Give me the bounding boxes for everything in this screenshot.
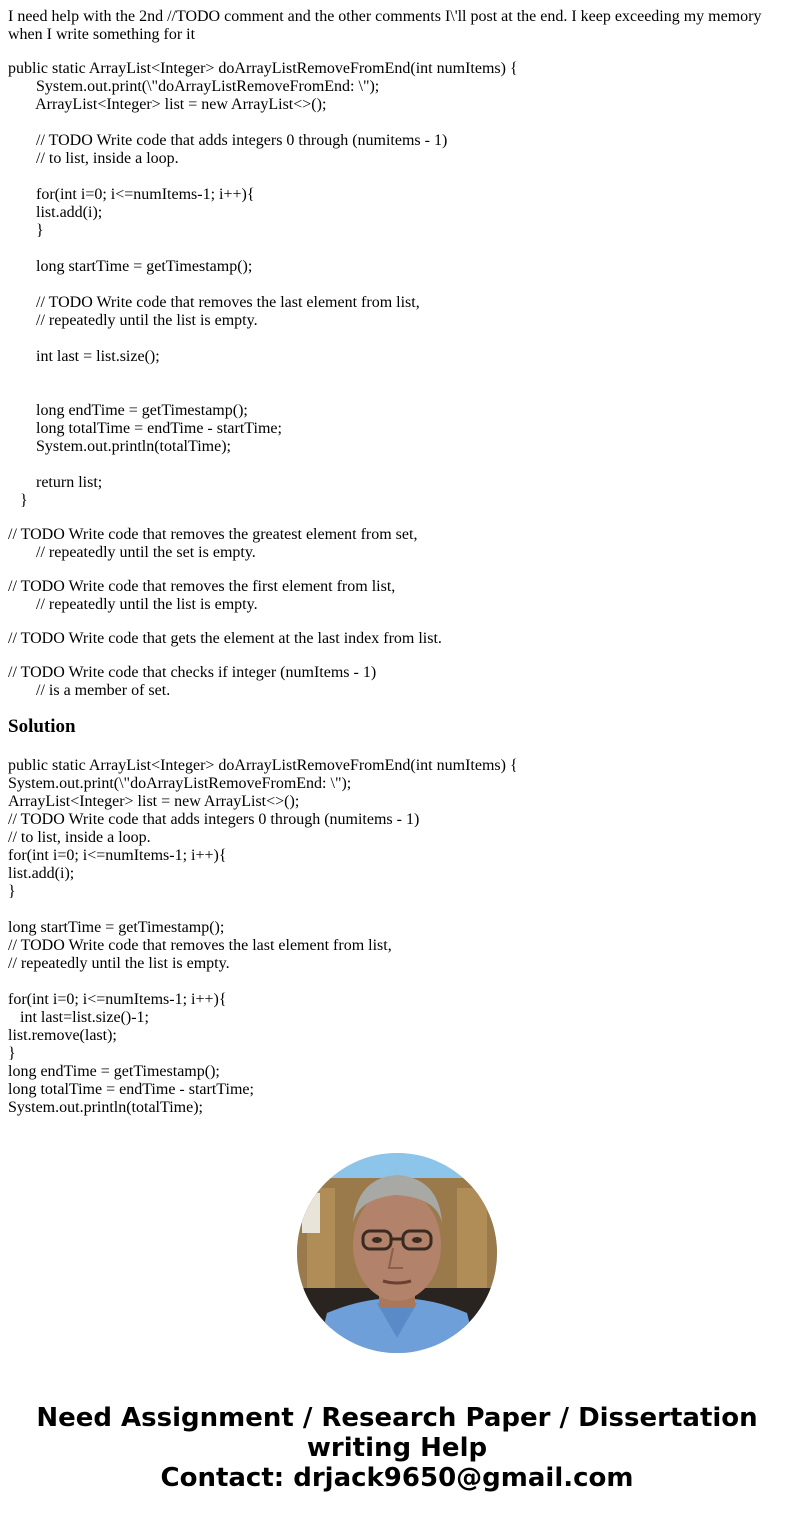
- question-code-line: public static ArrayList<Integer> doArrayListRemoveFromEnd(int numItems) {: [8, 60, 518, 77]
- solution-code-line: // TODO Write code that adds integers 0 through (numitems - 1): [8, 811, 420, 828]
- promo-line-2: writing Help: [306, 1433, 488, 1463]
- solution-code-line: list.remove(last);: [8, 1027, 117, 1044]
- solution-code-line: for(int i=0; i<=numItems-1; i++){: [8, 991, 227, 1008]
- solution-code-line: ArrayList<Integer> list = new ArrayList<>();: [8, 793, 300, 810]
- question-code-line: }: [8, 492, 28, 509]
- todo-comment-line: // TODO Write code that checks if integer (numItems - 1): [8, 664, 377, 681]
- solution-code-line: public static ArrayList<Integer> doArrayListRemoveFromEnd(int numItems) {: [8, 757, 518, 774]
- blank-line: [8, 330, 786, 348]
- author-avatar: [297, 1153, 497, 1353]
- solution-code-line: int last=list.size()-1;: [8, 1009, 149, 1026]
- solution-code-line: }: [8, 883, 16, 900]
- todo-comment-line: // TODO Write code that removes the greatest element from set,: [8, 526, 418, 543]
- blank-line: [8, 276, 786, 294]
- question-code-line: long endTime = getTimestamp();: [8, 402, 248, 419]
- solution-code-line: list.add(i);: [8, 865, 75, 882]
- solution-code-line: System.out.print(\"doArrayListRemoveFromEnd: \");: [8, 775, 352, 792]
- blank-line: [8, 384, 786, 402]
- question-code-line: ArrayList<Integer> list = new ArrayList<>();: [8, 96, 327, 113]
- todo-comment-block: [8, 630, 786, 648]
- promo-footer: [0, 1403, 794, 1493]
- promo-contact: Contact: drjack9650@gmail.com: [160, 1463, 634, 1493]
- blank-line: [8, 114, 786, 132]
- question-intro: I need help with the 2nd //TODO comment and the other comments I\'ll post at the end. I keep exceeding my memory when I write something for it: [8, 8, 762, 43]
- blank-line: [8, 366, 786, 384]
- solution-code-line: long endTime = getTimestamp();: [8, 1063, 220, 1080]
- solution-code-block: [8, 757, 786, 1117]
- solution-code-line: }: [8, 1045, 16, 1062]
- question-code-line: list.add(i);: [8, 204, 103, 221]
- solution-code-line: // to list, inside a loop.: [8, 829, 151, 846]
- promo-line-1: Need Assignment / Research Paper / Dissertation: [36, 1403, 758, 1433]
- question-code-line: System.out.println(totalTime);: [8, 438, 231, 455]
- question-code-line: int last = list.size();: [8, 348, 160, 365]
- todo-comment-line: // repeatedly until the list is empty.: [8, 596, 258, 613]
- blank-line: [8, 168, 786, 186]
- question-code-line: for(int i=0; i<=numItems-1; i++){: [8, 186, 255, 203]
- todo-comment-line: // is a member of set.: [8, 682, 171, 699]
- question-code-line: long startTime = getTimestamp();: [8, 258, 253, 275]
- todo-comment-block: [8, 526, 786, 562]
- question-code-line: // TODO Write code that adds integers 0 through (numitems - 1): [8, 132, 448, 149]
- solution-code-line: for(int i=0; i<=numItems-1; i++){: [8, 847, 227, 864]
- question-code-block: [8, 60, 786, 510]
- question-code-line: // repeatedly until the list is empty.: [8, 312, 258, 329]
- question-code-line: return list;: [8, 474, 103, 491]
- question-code-line: }: [8, 222, 44, 239]
- solution-code-line: // repeatedly until the list is empty.: [8, 955, 230, 972]
- question-code-line: // to list, inside a loop.: [8, 150, 179, 167]
- solution-code-line: long totalTime = endTime - startTime;: [8, 1081, 254, 1098]
- question-code-line: long totalTime = endTime - startTime;: [8, 420, 282, 437]
- blank-line: [8, 973, 786, 991]
- solution-heading: Solution: [8, 716, 76, 737]
- portrait-icon: [297, 1153, 497, 1353]
- todo-comment-block: [8, 578, 786, 614]
- blank-line: [8, 240, 786, 258]
- question-code-line: // TODO Write code that removes the last element from list,: [8, 294, 420, 311]
- blank-line: [8, 456, 786, 474]
- question-code-line: System.out.print(\"doArrayListRemoveFromEnd: \");: [8, 78, 380, 95]
- solution-code-line: // TODO Write code that removes the last element from list,: [8, 937, 392, 954]
- todo-comment-line: // TODO Write code that gets the element at the last index from list.: [8, 630, 442, 647]
- todo-comment-line: // TODO Write code that removes the first element from list,: [8, 578, 396, 595]
- todo-comment-line: // repeatedly until the set is empty.: [8, 544, 256, 561]
- solution-code-line: long startTime = getTimestamp();: [8, 919, 225, 936]
- solution-code-line: System.out.println(totalTime);: [8, 1099, 203, 1116]
- blank-line: [8, 901, 786, 919]
- extra-todo-comments: [8, 526, 786, 700]
- todo-comment-block: [8, 664, 786, 700]
